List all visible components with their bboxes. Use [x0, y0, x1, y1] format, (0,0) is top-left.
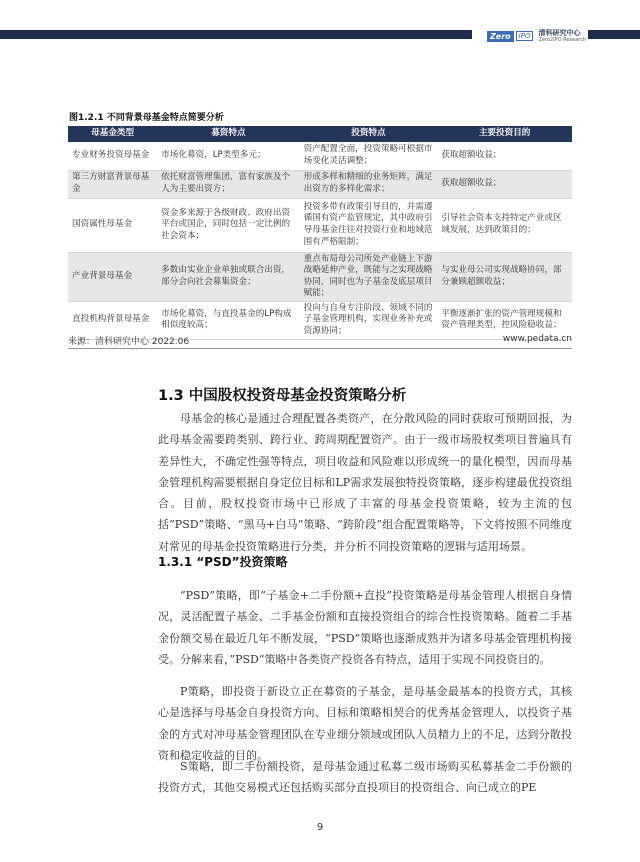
table-cell: 依托财富管理集团，富有家族及个人为主要出资方； — [157, 170, 299, 198]
divider — [68, 348, 572, 349]
table-cell: 专业财务投资母基金 — [68, 142, 157, 170]
col-header: 募资特点 — [157, 126, 299, 142]
figure-source: 来源：清科研究中心 2022.06 — [68, 337, 190, 347]
table-cell: 市场化募资，LP类型多元； — [157, 142, 299, 170]
s-strategy-paragraph: S策略，即二手份额投资，是母基金通过私募二级市场购买私募基金二手份额的投资方式，其他交易模式还包括购买部分直投项目的投资组合、向已成立的PE — [158, 760, 572, 795]
logo-zero: Zero — [487, 31, 514, 42]
table-cell: 平衡逐渐扩张的资产管理规模和资产管理类型，控风险稳收益； — [437, 301, 572, 339]
table-row — [68, 170, 572, 198]
section-heading: 1.3 中国股权投资母基金投资策略分析 — [158, 388, 407, 404]
table-cell: 多数由实业企业单独或联合出资，部分会向社会募集资金； — [157, 252, 299, 301]
table-cell: 重点布局母公司所处产业链上下游战略延伸产业，既能与之实现战略协同，同时也为子基金及底层项目赋能； — [300, 252, 438, 301]
table-cell: 资产配置全面，投资策略可根据市场变化灵活调整； — [300, 142, 438, 170]
org-name-cn: 清科研究中心 — [538, 28, 581, 37]
source-url[interactable]: www.pedata.cn — [502, 334, 572, 344]
table-cell: 产业背景母基金 — [68, 252, 157, 301]
table-cell: 与实业母公司实现战略协同，部分兼顾超额收益； — [437, 252, 572, 301]
logo-ipo: IPO — [516, 31, 534, 41]
logo-mark — [487, 31, 533, 42]
table-cell: 形成多样和精细的业务矩阵，满足出资方的多样化需求； — [300, 170, 438, 198]
table-cell: 直投机构背景母基金 — [68, 301, 157, 339]
psd-paragraph: “PSD”策略，即“子基金+二手份额+直投”投资策略是母基金管理人根据自身情况，灵活配置子基金、二手基金份额和直接投资组合的综合性投资策略。随着二手基金份额交易在最近几年不断发展，“PSD”策略也逐渐成熟并为诸多母基金管理机构接受。分解来看，”PSD“策略中各类资产投资各有特点，适用于实现不同投资目的。 — [158, 589, 572, 666]
org-name-en: Zero2IPO Research — [538, 36, 587, 43]
page-number: 9 — [316, 822, 324, 833]
figure-title: 图1.2.1 不同背景母基金特点简要分析 — [69, 113, 224, 123]
col-header: 主要投资目的 — [437, 126, 572, 142]
table-cell: 第三方财富背景母基金 — [68, 170, 157, 198]
table-cell: 获取超额收益； — [437, 142, 572, 170]
header-bar-left — [0, 30, 472, 39]
header-bar-right — [588, 30, 640, 39]
zero2ipo-logo — [487, 24, 586, 48]
table-cell: 获取超额收益； — [437, 170, 572, 198]
intro-paragraph: 母基金的核心是通过合理配置各类资产，在分散风险的同时获取可预期回报，为此母基金需要跨类别、跨行业、跨周期配置资产。由于一级市场股权类项目普遍具有差异性大，不确定性强等特点，项目收益和风险难以形成统一的量化模型，因而母基金管理机构需要根据自身定位目标和LP需求发展独特投资策略，逐步构建最优投资组合。目前，股权投资市场中已形成了丰富的母基金投资策略，较为主流的包括“PSD”策略、“黑马+白马”策略、“跨阶段”组合配置策略等，下文将按照不同维度对常见的母基金投资策略进行分类，并分析不同投资策略的逻辑与适用场景。 — [158, 412, 572, 553]
p-strategy-paragraph: P策略，即投资于新设立正在募资的子基金，是母基金最基本的投资方式，其核心是选择与母基金自身投资方向、目标和策略相契合的优秀基金管理人，以投资子基金的方式对冲母基金管理团队在专业细分领域或团队人员精力上的不足，达到分散投资和稳定收益的目的。 — [158, 685, 572, 762]
table-cell: 投资多带有政策引导目的，并需遵循国有资产监管规定，其中政府引导母基金往往对投资行业和地域范围有严格限制； — [300, 198, 438, 252]
table-cell: 引导社会资本支持特定产业或区域发展，达到政策目的； — [437, 198, 572, 252]
table-row — [68, 142, 572, 170]
fof-comparison-table — [68, 126, 572, 340]
table-cell: 市场化募资，与直投基金的LP构成相似度较高； — [157, 301, 299, 339]
logo-text — [538, 30, 586, 43]
subsection-heading: 1.3.1 “PSD”投资策略 — [158, 555, 288, 569]
table-row — [68, 198, 572, 252]
table-row — [68, 252, 572, 301]
table-cell: 资金多来源于各级财政、政府出资平台或国企，同时包括一定比例的社会资本； — [157, 198, 299, 252]
table-header-row — [68, 126, 572, 142]
col-header: 投资特点 — [300, 126, 438, 142]
table-cell: 国资属性母基金 — [68, 198, 157, 252]
col-header: 母基金类型 — [68, 126, 157, 142]
table-cell: 投向与自身专注阶段、领域不同的子基金管理机构，实现业务补充或资源协同； — [300, 301, 438, 339]
